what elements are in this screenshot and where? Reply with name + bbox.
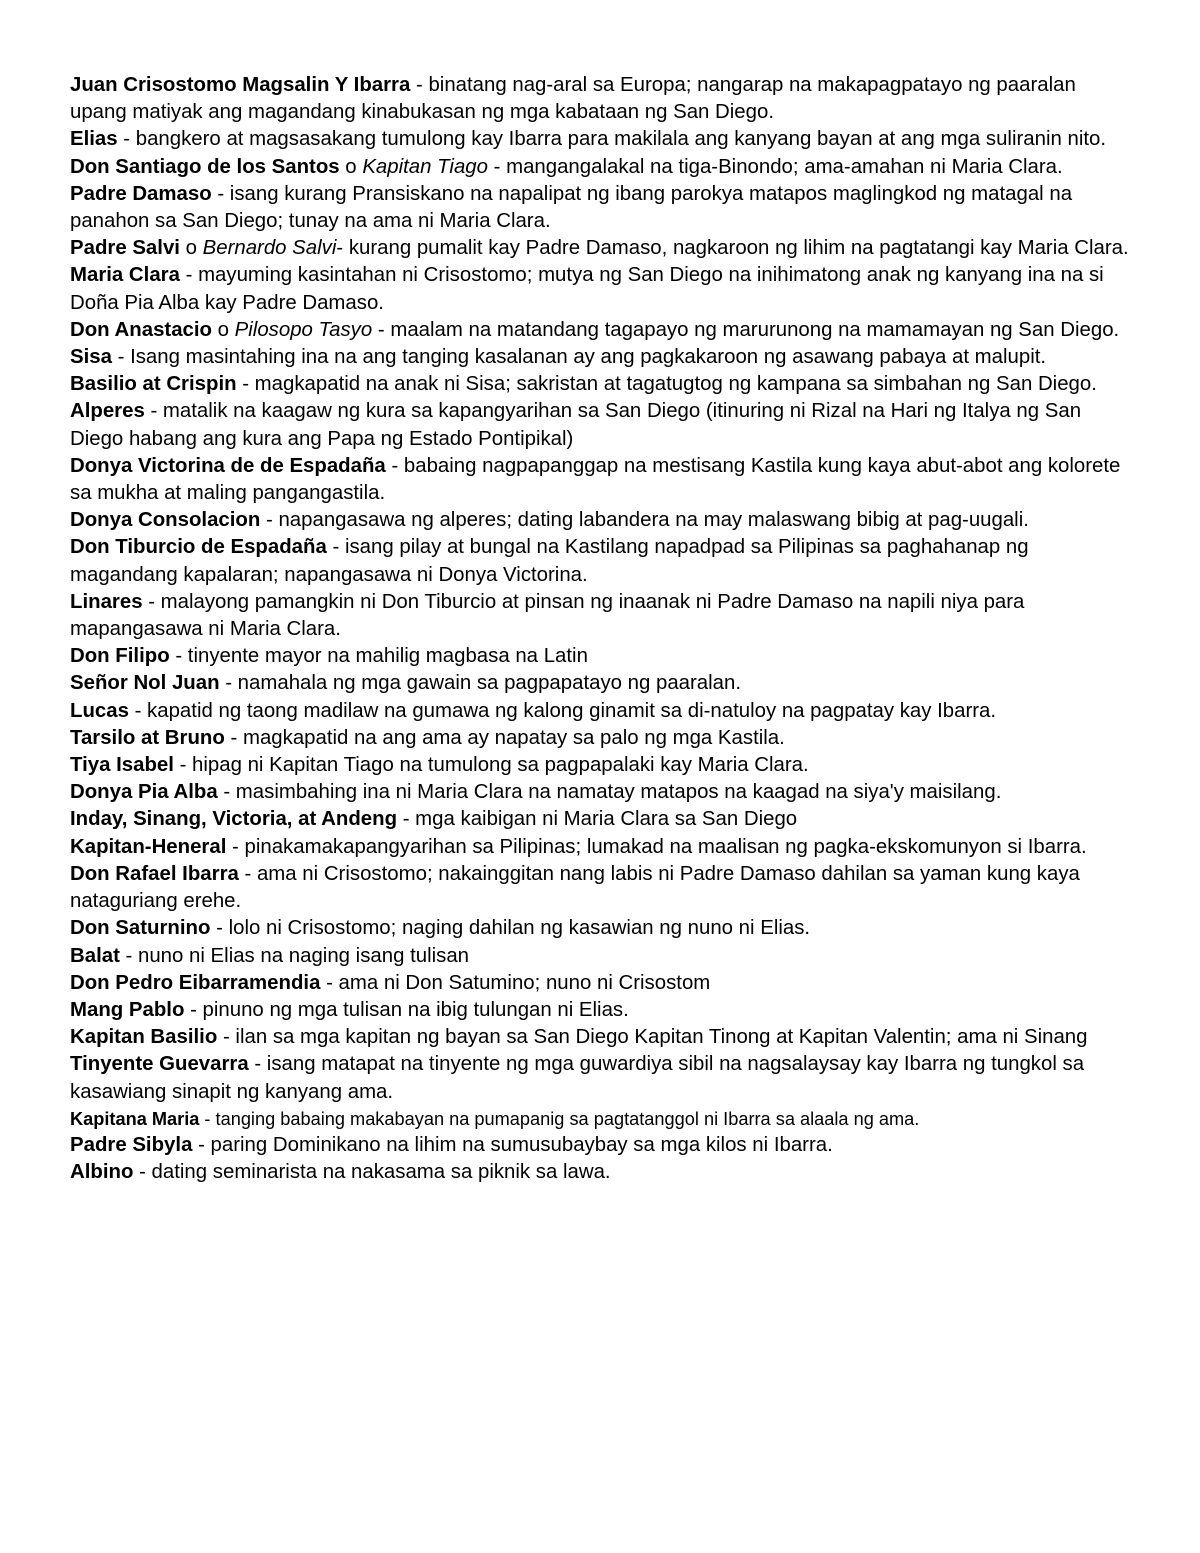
character-entry	[70, 1024, 1135, 1051]
character-description: - nuno ni Elias na naging isang tulisan	[119, 944, 470, 967]
alias-separator: o	[212, 318, 235, 341]
character-entry	[70, 371, 1135, 398]
character-name: Padre Damaso	[70, 182, 212, 205]
character-name: Don Rafael Ibarra	[70, 862, 239, 885]
character-description: - pinakamakapangyarihan sa Pilipinas; lumakad na maalisan ng pagka-ekskomunyon si Ibarra.	[226, 835, 1087, 858]
character-entry	[70, 997, 1135, 1024]
character-name: Tinyente Guevarra	[70, 1053, 249, 1076]
character-entry	[70, 317, 1135, 344]
character-name: Alperes	[70, 400, 145, 423]
character-description: - magkapatid na anak ni Sisa; sakristan at tagatugtog ng kampana sa simbahan ng San Diego.	[236, 373, 1097, 396]
character-name: Padre Sibyla	[70, 1133, 193, 1156]
character-name: Donya Pia Alba	[70, 781, 218, 804]
character-name: Albino	[70, 1160, 134, 1183]
character-description: - ama ni Don Satumino; nuno ni Crisostom	[320, 971, 711, 994]
character-description: - napangasawa ng alperes; dating labandera na may malaswang bibig at pag-uugali.	[260, 509, 1029, 532]
character-description: - mangangalakal na tiga-Binondo; ama-amahan ni Maria Clara.	[487, 155, 1063, 178]
character-name: Don Tiburcio de Espadaña	[70, 536, 327, 559]
character-description: - mga kaibigan ni Maria Clara sa San Diego	[397, 808, 798, 831]
character-entry	[70, 534, 1135, 588]
character-description: - isang pilay at bungal na Kastilang napadpad sa Pilipinas sa paghahanap ng magandang kapalaran; napangasawa ni Donya Victorina.	[70, 536, 1029, 586]
character-name: Don Saturnino	[70, 917, 211, 940]
character-entry	[70, 235, 1135, 262]
character-description: - tanging babaing makabayan na pumapanig sa pagtatanggol ni Ibarra sa alaala ng ama.	[199, 1108, 920, 1129]
alias-separator: o	[179, 237, 203, 260]
character-name: Don Anastacio	[70, 318, 212, 341]
document-page	[70, 72, 1135, 1186]
character-name: Basilio at Crispin	[70, 373, 237, 396]
character-alias: Bernardo Salvi	[202, 237, 337, 260]
character-name: Don Santiago de los Santos	[70, 155, 340, 178]
character-entry	[70, 970, 1135, 997]
character-alias: Kapitan Tiago	[362, 155, 488, 178]
character-entry	[70, 398, 1135, 452]
character-entry	[70, 725, 1135, 752]
character-name: Balat	[70, 944, 120, 967]
character-name: Donya Victorina de de Espadaña	[70, 454, 386, 477]
character-description: - mayuming kasintahan ni Crisostomo; mutya ng San Diego na inihimatong anak ng kanyang ina na si Doña Pia Alba kay Padre Damaso.	[70, 264, 1104, 314]
character-entry	[70, 779, 1135, 806]
character-entry	[70, 126, 1135, 153]
character-entry	[70, 752, 1135, 779]
character-description: - masimbahing ina ni Maria Clara na namatay matapos na kaagad na siya'y maisilang.	[217, 781, 1002, 804]
character-entry	[70, 344, 1135, 371]
character-description: - lolo ni Crisostomo; naging dahilan ng kasawian ng nuno ni Elias.	[210, 917, 811, 940]
character-name: Inday, Sinang, Victoria, at Andeng	[70, 808, 398, 831]
character-name: Kapitan Basilio	[70, 1026, 218, 1049]
character-entry	[70, 1159, 1135, 1186]
character-description: - paring Dominikano na lihim na sumusubaybay sa mga kilos ni Ibarra.	[192, 1133, 833, 1156]
character-entry	[70, 1051, 1135, 1105]
character-name: Don Filipo	[70, 645, 170, 668]
character-entry	[70, 507, 1135, 534]
character-description: - babaing nagpapanggap na mestisang Kastila kung kaya abut-abot ang kolorete sa mukha at maling pangangastila.	[70, 454, 1121, 505]
character-description: - magkapatid na ang ama ay napatay sa palo ng mga Kastila.	[224, 726, 785, 749]
character-entry	[70, 643, 1135, 670]
character-entry	[70, 698, 1135, 725]
character-name: Elias	[70, 128, 118, 151]
character-name: Sisa	[70, 346, 112, 369]
character-entry	[70, 806, 1135, 833]
character-description: - maalam na matandang tagapayo ng marurunong na mamamayan ng San Diego.	[372, 318, 1120, 341]
character-description: - kurang pumalit kay Padre Damaso, nagkaroon ng lihim na pagtatangi kay Maria Clara.	[336, 237, 1129, 260]
character-alias: Pilosopo Tasyo	[234, 318, 373, 341]
character-name: Kapitan-Heneral	[70, 835, 227, 858]
character-name: Tiya Isabel	[70, 754, 174, 777]
character-description: - isang kurang Pransiskano na napalipat ng ibang parokya matapos maglingkod ng matagal na panahon sa San Diego; tunay na ama ni Maria Clara.	[70, 182, 1073, 233]
character-description: - bangkero at magsasakang tumulong kay Ibarra para makilala ang kanyang bayan at ang mga suliranin nito.	[117, 128, 1107, 151]
alias-separator: o	[339, 155, 363, 178]
character-name: Tarsilo at Bruno	[70, 726, 225, 749]
character-description: - pinuno ng mga tulisan na ibig tulungan ni Elias.	[184, 998, 629, 1021]
character-description: - tinyente mayor na mahilig magbasa na Latin	[169, 645, 588, 668]
character-description: - isang matapat na tinyente ng mga guwardiya sibil na nagsalaysay kay Ibarra ng tungkol sa kasawiang sinapit ng kanyang ama.	[70, 1053, 1085, 1103]
character-entry	[70, 943, 1135, 970]
character-entry	[70, 915, 1135, 942]
character-entry	[70, 670, 1135, 697]
character-list	[70, 72, 1135, 1186]
character-name: Kapitana Maria	[70, 1108, 200, 1129]
character-name: Don Pedro Eibarramendia	[70, 971, 321, 994]
character-name: Lucas	[70, 699, 129, 722]
character-description: - namahala ng mga gawain sa pagpapatayo ng paaralan.	[219, 672, 742, 695]
character-entry	[70, 589, 1135, 643]
character-name: Juan Crisostomo Magsalin Y Ibarra	[70, 74, 411, 96]
character-name: Señor Nol Juan	[70, 672, 220, 695]
character-name: Maria Clara	[70, 264, 180, 287]
character-description: - malayong pamangkin ni Don Tiburcio at pinsan ng inaanak ni Padre Damaso na napili niya para mapangasawa ni Maria Clara.	[70, 590, 1025, 641]
character-description: - dating seminarista na nakasama sa piknik sa lawa.	[133, 1160, 611, 1183]
character-entry	[70, 834, 1135, 861]
character-name: Linares	[70, 590, 143, 613]
character-entry	[70, 1132, 1135, 1159]
character-description: - binatang nag-aral sa Europa; nangarap na makapagpatayo ng paaralan upang matiyak ang magandang kinabukasan ng mga kabataan ng San Diego.	[70, 74, 1076, 124]
character-entry	[70, 181, 1135, 235]
character-description: - Isang masintahing ina na ang tanging kasalanan ay ang pagkakaroon ng asawang pabaya at malupit.	[111, 346, 1047, 369]
character-description: - matalik na kaagaw ng kura sa kapangyarihan sa San Diego (itinuring ni Rizal na Hari ng Italya ng San Diego habang ang kura ang Papa ng Estado Pontipikal)	[70, 400, 1082, 450]
character-entry	[70, 154, 1135, 181]
character-description: - ama ni Crisostomo; nakainggitan nang labis ni Padre Damaso dahilan sa yaman kung kaya nataguriang erehe.	[70, 862, 1080, 913]
character-entry	[70, 262, 1135, 316]
character-name: Padre Salvi	[70, 237, 180, 260]
character-entry	[70, 1106, 1135, 1132]
character-description: - kapatid ng taong madilaw na gumawa ng kalong ginamit sa di-natuloy na pagpatay kay Ibarra.	[128, 699, 997, 722]
character-name: Mang Pablo	[70, 998, 185, 1021]
character-name: Donya Consolacion	[70, 509, 261, 532]
character-entry	[70, 453, 1135, 507]
character-entry	[70, 861, 1135, 915]
character-description: - hipag ni Kapitan Tiago na tumulong sa pagpapalaki kay Maria Clara.	[173, 754, 809, 777]
character-description: - ilan sa mga kapitan ng bayan sa San Diego Kapitan Tinong at Kapitan Valentin; ama ni Sinang	[217, 1026, 1088, 1049]
character-entry	[70, 72, 1135, 126]
